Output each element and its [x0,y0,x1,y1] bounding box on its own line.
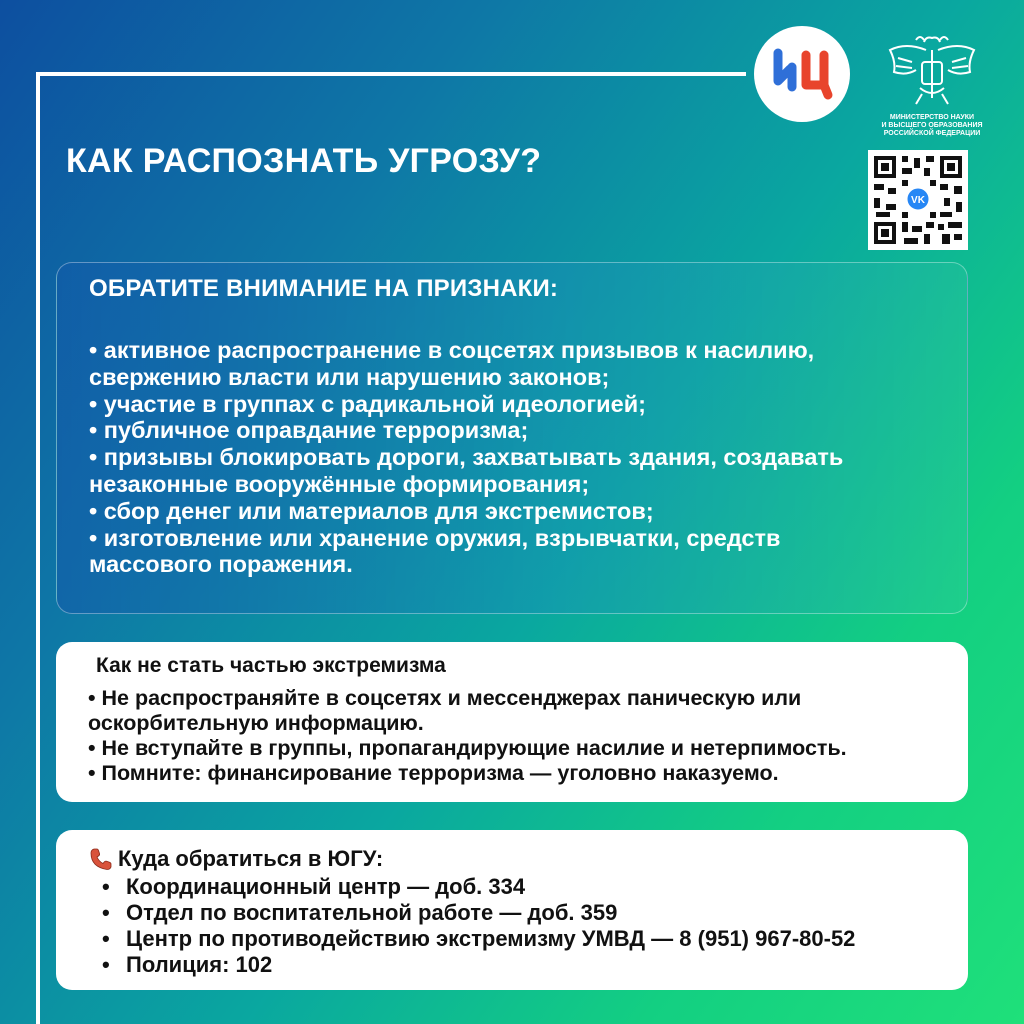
prevention-heading: Как не стать частью экстремизма [96,654,446,677]
warning-sign-line: • изготовление или хранение оружия, взрывчатки, средств [89,524,781,551]
bullet: • [102,952,110,977]
contact-text: Полиция: 102 [126,952,273,977]
warning-sign-line: • призывы блокировать дороги, захватывать здания, создавать [89,444,844,471]
warning-sign-line: незаконные вооружённые формирования; [89,470,590,497]
contact-item [88,874,938,900]
prevention-line: • Не распространяйте в соцсетях и мессенджерах паническую или [88,686,802,710]
coat-of-arms-icon [876,32,988,112]
vk-badge: VK [911,195,925,206]
frame-left-line [36,72,40,1024]
bullet: • [102,926,110,951]
ministry-line: РОССИЙСКОЙ ФЕДЕРАЦИИ [883,130,981,137]
prevention-line: • Помните: финансирование терроризма — уголовно наказуемо. [88,761,779,785]
ministry-line: И ВЫСШЕГО ОБРАЗОВАНИЯ [881,122,983,129]
frame-top-line [36,72,746,76]
contact-text: Координационный центр — доб. 334 [126,874,526,899]
warning-sign-line: массового поражения. [89,551,353,578]
prevention-line: • Не вступайте в группы, пропагандирующие насилие и нетерпимость. [88,736,847,760]
warning-sign-line: • сбор денег или материалов для экстремистов; [89,497,654,524]
contact-item [88,900,938,926]
contact-item [88,952,938,978]
contact-item [88,926,938,952]
warning-sign-line: • активное распространение в соцсетях призывов к насилию, [89,337,815,363]
warning-sign-line: • публичное оправдание терроризма; [89,417,529,444]
bullet: • [102,900,110,925]
contacts-heading: Куда обратиться в ЮГУ: [118,846,384,871]
ministry-line: МИНИСТЕРСТВО НАУКИ [889,114,975,121]
warning-signs-heading: ОБРАТИТЕ ВНИМАНИЕ НА ПРИЗНАКИ: [89,275,559,302]
warning-sign-line: • участие в группах с радикальной идеологией; [89,390,646,417]
prevention-card [56,642,968,802]
warning-signs-panel [56,262,968,614]
vk-qr-code[interactable] [868,150,968,250]
phone-icon [88,847,114,871]
contacts-heading-row [88,846,938,872]
kc-logo-icon [770,47,834,101]
kc-logo [754,26,850,122]
page-title: КАК РАСПОЗНАТЬ УГРОЗУ? [66,142,542,180]
contacts-card [56,830,968,990]
contact-text: Отдел по воспитательной работе — доб. 359 [126,900,618,925]
prevention-line: оскорбительную информацию. [88,711,424,735]
bullet: • [102,874,110,899]
qr-code-icon [868,150,968,250]
ministry-name [862,114,1002,138]
contact-text: Центр по противодействию экстремизму УМВД — 8 (951) 967-80-52 [126,926,856,951]
warning-sign-line: свержению власти или нарушению законов; [89,363,610,390]
contacts-list [88,874,938,978]
